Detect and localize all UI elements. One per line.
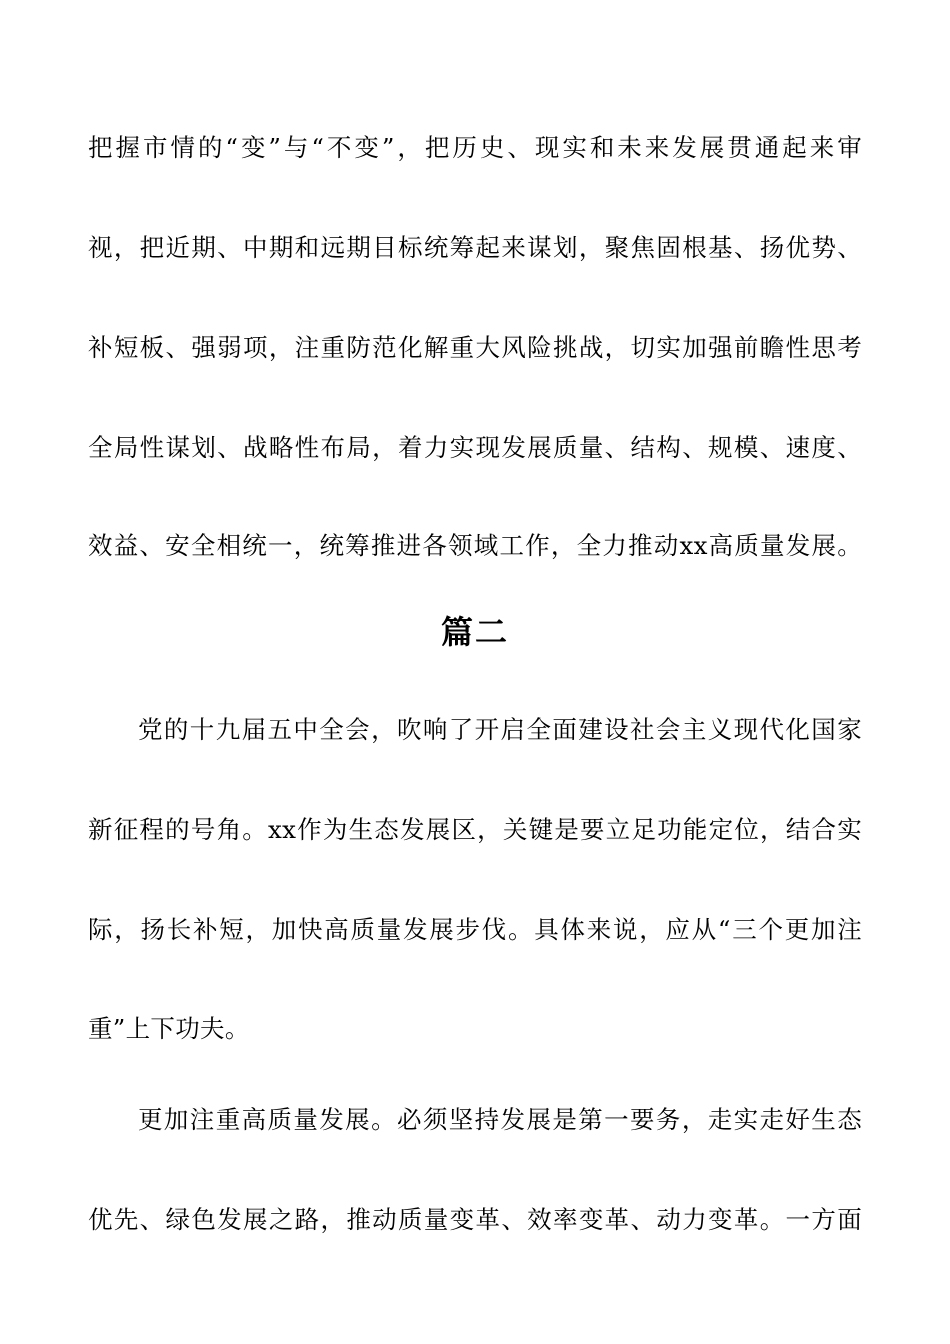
text-line: 际，扬长补短，加快高质量发展步伐。具体来说，应从“三个更加注	[88, 915, 862, 944]
text-line: 优先、绿色发展之路，推动质量变革、效率变革、动力变革。一方面	[88, 1205, 862, 1234]
text-line: 新征程的号角。xx作为生态发展区，关键是要立足功能定位，结合实	[88, 815, 862, 844]
paragraph-last-line: 重”上下功夫。	[88, 1014, 250, 1043]
paragraph-first-line: 更加注重高质量发展。必须坚持发展是第一要务，走实走好生态	[138, 1105, 862, 1134]
text-line: 全局性谋划、战略性布局，着力实现发展质量、结构、规模、速度、	[88, 433, 862, 462]
text-line: 视，把近期、中期和远期目标统筹起来谋划，聚焦固根基、扬优势、	[88, 233, 862, 262]
text-line: 把握市情的“变”与“不变”，把历史、现实和未来发展贯通起来审	[88, 133, 862, 162]
section-title: 篇二	[440, 613, 509, 651]
text-line: 补短板、强弱项，注重防范化解重大风险挑战，切实加强前瞻性思考	[88, 333, 862, 362]
text-line: 效益、安全相统一，统筹推进各领域工作，全力推动xx高质量发展。	[88, 531, 862, 560]
paragraph-first-line: 党的十九届五中全会，吹响了开启全面建设社会主义现代化国家	[138, 715, 862, 744]
